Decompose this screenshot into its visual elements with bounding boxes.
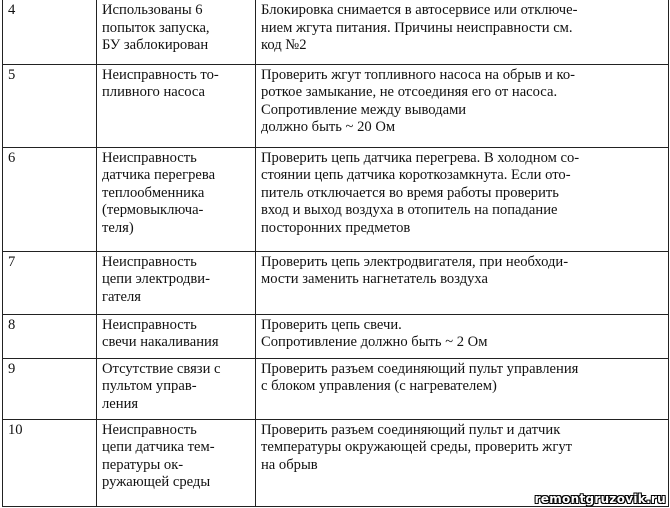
code-number-cell: 6 — [3, 147, 97, 251]
fault-text-line: Неисправность то- — [102, 66, 219, 83]
action-text-line: Проверить цепь электродвигателя, при необходи- — [261, 253, 569, 270]
fault-text-line: Использованы 6 — [102, 2, 203, 18]
fault-text-line: цепи электродви- — [102, 271, 210, 287]
code-number-cell: 7 — [3, 251, 97, 314]
action-text-line: мости заменить нагнетатель воздуха — [261, 271, 489, 287]
action-text-line: Проверить жгут топливного насоса на обрыв и ко- — [261, 66, 576, 83]
fault-text-line: Отсутствие связи с — [102, 360, 221, 377]
action-text-line: с блоком управления (с нагревателем) — [261, 378, 497, 394]
action-text-line: Проверить разъем соединяющий пульт и датчик — [261, 421, 561, 438]
action-text-line: Блокировка снимается в автосервисе или отключе- — [261, 2, 578, 18]
fault-text-line: (термовыключа- — [102, 202, 204, 218]
table-row — [3, 251, 669, 314]
fault-text-line: гателя — [102, 288, 141, 305]
remedy-action-cell — [256, 64, 669, 147]
fault-text-line: Неисправность — [102, 316, 197, 333]
action-text-line: код №2 — [261, 37, 307, 53]
action-text-line: Проверить разъем соединяющий пульт управления — [261, 360, 579, 377]
fault-text-line: цепи датчика тем- — [102, 439, 215, 455]
action-text-line: посторонних предметов — [261, 219, 411, 236]
action-text-line: должно быть ~ 20 Ом — [261, 119, 396, 135]
fault-text-line: теля) — [102, 219, 134, 236]
fault-text-line: пливного насоса — [102, 84, 206, 100]
fault-text-line: Неисправность — [102, 149, 197, 166]
watermark-logo: remontgruzovik.ru — [534, 492, 666, 506]
fault-description-cell — [97, 419, 256, 506]
table-row — [3, 147, 669, 251]
remedy-action-cell — [256, 147, 669, 251]
remedy-action-cell — [256, 0, 669, 64]
fault-description-cell — [97, 0, 256, 64]
table-row — [3, 314, 669, 358]
action-text-line: вход и выход воздуха в отопитель на попадание — [261, 202, 558, 218]
action-text-line: на обрыв — [261, 456, 318, 473]
fault-text-line: Неисправность — [102, 253, 197, 270]
action-text-line: Проверить цепь свечи. — [261, 316, 402, 333]
table-row — [3, 0, 669, 64]
table-row — [3, 358, 669, 419]
action-text-line: питель отключается во время работы проверить — [261, 184, 559, 201]
fault-text-line: ления — [102, 395, 139, 412]
code-number-cell: 9 — [3, 358, 97, 419]
action-text-line: температуры окружающей среды, проверить жгут — [261, 439, 573, 455]
remedy-action-cell — [256, 358, 669, 419]
code-number-cell: 8 — [3, 314, 97, 358]
fault-description-cell — [97, 147, 256, 251]
fault-code-table — [2, 0, 669, 507]
action-text-line: нием жгута питания. Причины неисправности см. — [261, 19, 573, 36]
code-number-cell: 4 — [3, 0, 97, 64]
fault-text-line: свечи накаливания — [102, 334, 219, 350]
remedy-action-cell — [256, 314, 669, 358]
fault-description-cell — [97, 251, 256, 314]
action-text-line: Сопротивление должно быть ~ 2 Ом — [261, 334, 488, 350]
action-text-line: Сопротивление между выводами — [261, 101, 467, 118]
fault-description-cell — [97, 64, 256, 147]
fault-text-line: теплообменника — [102, 184, 205, 201]
action-text-line: роткое замыкание, не отсоединяя его от насоса. — [261, 84, 558, 100]
code-number-cell: 5 — [3, 64, 97, 147]
table-row — [3, 64, 669, 147]
fault-text-line: датчика перегрева — [102, 167, 216, 183]
fault-text-line: Неисправность — [102, 421, 197, 438]
fault-description-cell — [97, 358, 256, 419]
table-body — [3, 0, 669, 506]
fault-text-line: попыток запуска, — [102, 19, 210, 36]
action-text-line: Проверить цепь датчика перегрева. В холодном со- — [261, 149, 580, 166]
action-text-line: стоянии цепь датчика короткозамкнута. Если ото- — [261, 167, 571, 183]
fault-text-line: ружающей среды — [102, 474, 211, 490]
fault-text-line: пультом управ- — [102, 378, 197, 394]
fault-text-line: БУ заблокирован — [102, 37, 209, 53]
fault-description-cell — [97, 314, 256, 358]
remedy-action-cell — [256, 251, 669, 314]
code-number-cell: 10 — [3, 419, 97, 506]
fault-text-line: пературы ок- — [102, 456, 184, 473]
